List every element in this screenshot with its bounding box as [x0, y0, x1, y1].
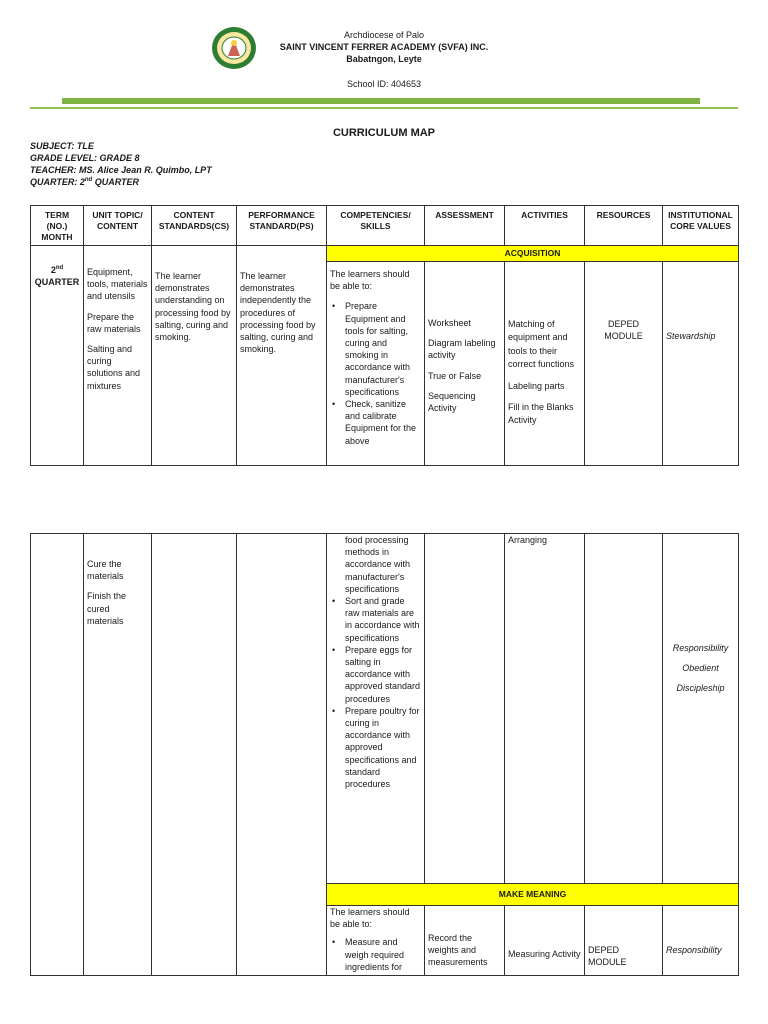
topic-item: Salting and curing solutions and mixtures [87, 344, 141, 391]
header-unit-topic: UNIT TOPIC/ CONTENT [84, 206, 152, 246]
activity-item: Matching of equipment and tools to their correct functions [508, 319, 575, 370]
activity-item: Fill in the Blanks Activity [508, 402, 574, 426]
content-standard-cell: The learner demonstrates understanding on processing food by salting, curing and smoking. [152, 246, 237, 466]
competency-continuation: food processing methods in accordance with manufacturer's specifications [345, 535, 411, 594]
assessment-cell: Record the weights and measurements [425, 906, 505, 976]
topic-item: Prepare the raw materials [87, 311, 141, 334]
core-value-item: Responsibility [672, 643, 729, 653]
topic-item: Equipment, tools, materials and utensils [87, 267, 148, 302]
assessment-item: Sequencing Activity [428, 390, 476, 414]
term-cell: 2nd QUARTER [31, 246, 84, 466]
assessment-item: Diagram labeling activity [428, 338, 496, 361]
make-meaning-band: MAKE MEANING [327, 884, 739, 906]
school-name: SAINT VINCENT FERRER ACADEMY (SVFA) INC. [279, 42, 489, 52]
header-rule-thin [30, 107, 738, 109]
topic-item: Cure the materials [87, 559, 124, 582]
quarter-line: QUARTER: 2nd QUARTER [30, 177, 140, 187]
resources-cell-empty [585, 534, 663, 884]
assessment-item: True or False [428, 370, 482, 381]
header-activities: ACTIVITIES [505, 206, 585, 246]
header-assessment: ASSESSMENT [425, 206, 505, 246]
core-values-cell [663, 534, 739, 884]
archdiocese-label: Archdiocese of Palo [343, 30, 425, 40]
competencies-cell [327, 906, 425, 976]
unit-topic-cell [84, 534, 152, 976]
acquisition-band: ACQUISITION [327, 246, 739, 262]
resources-cell: DEPED MODULE [585, 262, 663, 466]
grade-level-line: GRADE LEVEL: GRADE 8 [30, 153, 140, 163]
competency-item: • Sort and grade raw materials are in accordance with specifications [330, 595, 421, 644]
header-term: TERM (NO.) MONTH [31, 206, 84, 246]
header-competencies: COMPETENCIES/ SKILLS [327, 206, 425, 246]
school-id: School ID: 404653 [346, 79, 422, 89]
header-rule-thick [62, 98, 700, 104]
header-resources: RESOURCES [585, 206, 663, 246]
competency-item: • Prepare Equipment and tools for salting, curing and smoking in accordance with manufacturer's specifications [330, 300, 421, 398]
curriculum-table-part-1 [30, 205, 739, 466]
competency-item: • Prepare eggs for salting in accordance with approved standard procedures [330, 644, 421, 705]
page-title: CURRICULUM MAP [332, 127, 436, 139]
term-cell-empty [31, 534, 84, 976]
competency-item: • Measure and weigh required ingredients for [330, 936, 421, 973]
competency-item: • Prepare poultry for curing in accordance with approved specifications and standard procedures [330, 705, 421, 790]
school-location: Babatngon, Leyte [346, 54, 422, 64]
activities-cell: Measuring Activity [505, 906, 585, 976]
assessment-cell [425, 262, 505, 466]
core-value-item: Discipleship [676, 683, 725, 694]
core-values-cell: Stewardship [663, 262, 739, 466]
resources-cell: DEPED MODULE [585, 906, 663, 976]
assessment-cell-empty [425, 534, 505, 884]
competency-intro: The learners should be able to: [330, 269, 410, 292]
competencies-cell [327, 262, 425, 466]
topic-item: Finish the cured materials [87, 591, 127, 626]
header-performance-standard: PERFORMANCE STANDARD(PS) [237, 206, 327, 246]
competency-intro: The learners should be able to: [330, 907, 410, 930]
header-content-standards: CONTENT STANDARDS(CS) [152, 206, 237, 246]
activities-cell [505, 262, 585, 466]
activities-cell: Arranging [505, 534, 585, 884]
performance-standard-cell-empty [237, 534, 327, 976]
content-standard-cell-empty [152, 534, 237, 976]
curriculum-table-part-2 [30, 533, 739, 976]
core-value-item: Obedient [682, 663, 719, 674]
competency-item: • Check, sanitize and calibrate Equipment for the above [330, 398, 421, 447]
unit-topic-cell [84, 246, 152, 466]
performance-standard-cell: The learner demonstrates independently the procedures of processing food by salting, curing and smoking. [237, 246, 327, 466]
core-values-cell: Responsibility [663, 906, 739, 976]
activity-item: Labeling parts [508, 380, 565, 391]
competencies-cell [327, 534, 425, 884]
subject-line: SUBJECT: TLE [30, 141, 94, 151]
assessment-item: Worksheet [428, 318, 471, 328]
header-core-values: INSTITUTIONAL CORE VALUES [663, 206, 739, 246]
teacher-line: TEACHER: MS. Alice Jean R. Quimbo, LPT [30, 165, 212, 175]
